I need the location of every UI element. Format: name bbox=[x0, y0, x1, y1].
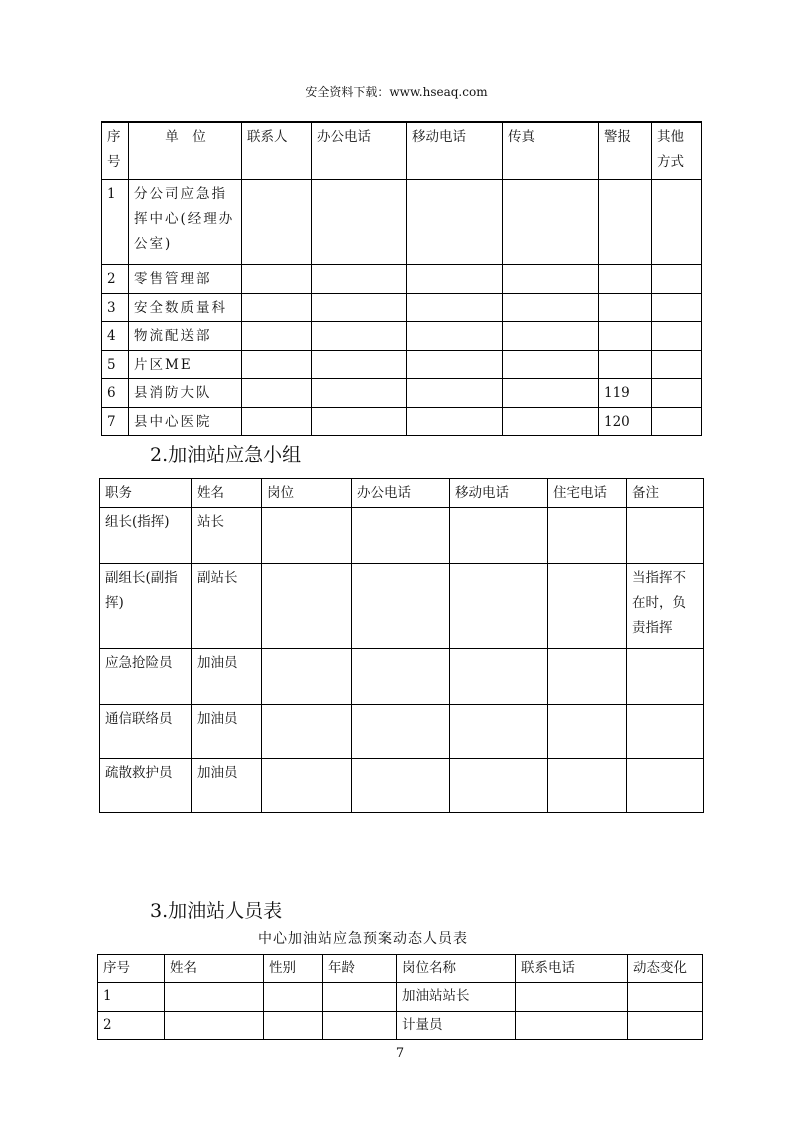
staff-table bbox=[97, 954, 703, 1040]
table-cell bbox=[242, 264, 312, 293]
header-cell: 岗位名称 bbox=[397, 955, 516, 983]
table-cell bbox=[627, 508, 704, 564]
table-cell: 加油员 bbox=[192, 649, 262, 705]
table-cell bbox=[627, 649, 704, 705]
header-cell: 序号 bbox=[98, 955, 165, 983]
table-row bbox=[102, 293, 702, 321]
table-cell bbox=[652, 293, 702, 321]
table-cell bbox=[407, 321, 503, 350]
table-cell bbox=[262, 759, 352, 813]
table-cell bbox=[264, 1012, 323, 1040]
table-cell bbox=[323, 1012, 397, 1040]
table-cell bbox=[652, 378, 702, 407]
header-cell: 姓名 bbox=[165, 955, 264, 983]
header-row bbox=[100, 479, 704, 508]
table-row bbox=[100, 705, 704, 759]
table-cell bbox=[242, 350, 312, 378]
page-number: 7 bbox=[395, 1046, 405, 1061]
table-cell bbox=[599, 350, 652, 378]
table-cell: 副组长(副指挥) bbox=[100, 564, 192, 649]
header-cell: 备注 bbox=[627, 479, 704, 508]
table-row bbox=[102, 407, 702, 435]
table-cell: 零售管理部 bbox=[129, 264, 242, 293]
table-cell bbox=[450, 649, 548, 705]
table-row bbox=[100, 564, 704, 649]
table-cell bbox=[450, 508, 548, 564]
table-cell bbox=[599, 321, 652, 350]
table-cell bbox=[407, 179, 503, 264]
table-cell bbox=[503, 407, 599, 435]
table-row bbox=[100, 508, 704, 564]
table-cell: 加油站站长 bbox=[397, 983, 516, 1012]
table-cell bbox=[503, 293, 599, 321]
header-cell: 办公电话 bbox=[312, 122, 407, 179]
table-cell bbox=[242, 293, 312, 321]
table-cell bbox=[503, 350, 599, 378]
table-cell bbox=[242, 179, 312, 264]
header-cell: 序号 bbox=[102, 122, 129, 179]
table-cell bbox=[165, 1012, 264, 1040]
table-cell: 物流配送部 bbox=[129, 321, 242, 350]
table-cell bbox=[407, 293, 503, 321]
page-header: 安全资料下载：www.hseaq.com bbox=[305, 85, 488, 99]
table-cell: 1 bbox=[98, 983, 165, 1012]
table-cell bbox=[312, 179, 407, 264]
table-row bbox=[98, 1012, 703, 1040]
header-cell: 职务 bbox=[100, 479, 192, 508]
table-cell: 120 bbox=[599, 407, 652, 435]
table-cell bbox=[312, 293, 407, 321]
table-cell: 5 bbox=[102, 350, 129, 378]
table-cell bbox=[627, 705, 704, 759]
table-cell bbox=[242, 321, 312, 350]
table-cell: 计量员 bbox=[397, 1012, 516, 1040]
emergency-contacts-table bbox=[101, 121, 702, 436]
table-cell bbox=[242, 407, 312, 435]
header-row bbox=[98, 955, 703, 983]
table-cell bbox=[516, 1012, 628, 1040]
table-cell: 站长 bbox=[192, 508, 262, 564]
table-cell bbox=[548, 564, 627, 649]
table-cell bbox=[599, 179, 652, 264]
table-cell bbox=[352, 759, 450, 813]
table-cell bbox=[352, 564, 450, 649]
table-cell bbox=[503, 321, 599, 350]
table-cell: 7 bbox=[102, 407, 129, 435]
table-cell bbox=[352, 649, 450, 705]
table-cell: 当指挥不在时，负责指挥 bbox=[627, 564, 704, 649]
table-cell: 2 bbox=[98, 1012, 165, 1040]
table-cell bbox=[242, 378, 312, 407]
table-cell: 县中心医院 bbox=[129, 407, 242, 435]
table-cell bbox=[312, 264, 407, 293]
header-cell: 动态变化 bbox=[628, 955, 703, 983]
table-cell: 6 bbox=[102, 378, 129, 407]
table-cell: 2 bbox=[102, 264, 129, 293]
header-cell: 传真 bbox=[503, 122, 599, 179]
table-row bbox=[102, 179, 702, 264]
table-cell bbox=[548, 705, 627, 759]
header-cell: 移动电话 bbox=[407, 122, 503, 179]
emergency-team-table bbox=[99, 478, 704, 813]
table-cell bbox=[503, 179, 599, 264]
table-cell: 片区ME bbox=[129, 350, 242, 378]
table-cell bbox=[503, 378, 599, 407]
table-cell: 通信联络员 bbox=[100, 705, 192, 759]
table-cell bbox=[312, 378, 407, 407]
table-cell bbox=[262, 564, 352, 649]
header-row bbox=[102, 122, 702, 179]
table-cell: 安全数质量科 bbox=[129, 293, 242, 321]
table-cell bbox=[352, 508, 450, 564]
table-cell bbox=[548, 508, 627, 564]
table-cell: 3 bbox=[102, 293, 129, 321]
header-cell: 年龄 bbox=[323, 955, 397, 983]
table-cell bbox=[262, 508, 352, 564]
table-cell bbox=[548, 759, 627, 813]
table-cell bbox=[628, 1012, 703, 1040]
table-cell bbox=[312, 350, 407, 378]
header-cell: 单 位 bbox=[129, 122, 242, 179]
table-cell bbox=[599, 293, 652, 321]
table-cell bbox=[264, 983, 323, 1012]
header-cell: 住宅电话 bbox=[548, 479, 627, 508]
header-cell: 联系人 bbox=[242, 122, 312, 179]
table-cell bbox=[652, 321, 702, 350]
table-cell bbox=[352, 705, 450, 759]
table-cell bbox=[652, 179, 702, 264]
header-cell: 其他方式 bbox=[652, 122, 702, 179]
table3-caption: 中心加油站应急预案动态人员表 bbox=[258, 931, 468, 947]
header-cell: 性别 bbox=[264, 955, 323, 983]
section-3-title: 3.加油站人员表 bbox=[150, 900, 283, 922]
table-cell: 119 bbox=[599, 378, 652, 407]
table-cell: 加油员 bbox=[192, 759, 262, 813]
table-cell bbox=[407, 407, 503, 435]
table-cell bbox=[262, 705, 352, 759]
table-cell bbox=[165, 983, 264, 1012]
table-cell bbox=[548, 649, 627, 705]
table-cell bbox=[312, 321, 407, 350]
table-cell: 组长(指挥) bbox=[100, 508, 192, 564]
table-cell bbox=[450, 705, 548, 759]
table-cell bbox=[627, 759, 704, 813]
header-cell: 岗位 bbox=[262, 479, 352, 508]
table-cell bbox=[407, 350, 503, 378]
table-cell bbox=[516, 983, 628, 1012]
table-cell bbox=[262, 649, 352, 705]
table-cell bbox=[652, 350, 702, 378]
header-cell: 警报 bbox=[599, 122, 652, 179]
table-cell: 县消防大队 bbox=[129, 378, 242, 407]
header-cell: 联系电话 bbox=[516, 955, 628, 983]
table-row bbox=[102, 321, 702, 350]
table-row bbox=[102, 264, 702, 293]
table-cell: 副站长 bbox=[192, 564, 262, 649]
table-cell: 1 bbox=[102, 179, 129, 264]
table-row bbox=[100, 759, 704, 813]
table-cell bbox=[312, 407, 407, 435]
table-cell: 分公司应急指挥中心(经理办公室) bbox=[129, 179, 242, 264]
table-cell bbox=[407, 378, 503, 407]
table-cell bbox=[323, 983, 397, 1012]
table-cell bbox=[652, 407, 702, 435]
section-2-title: 2.加油站应急小组 bbox=[150, 444, 302, 466]
header-cell: 姓名 bbox=[192, 479, 262, 508]
table-cell bbox=[599, 264, 652, 293]
table-cell: 加油员 bbox=[192, 705, 262, 759]
table-cell bbox=[652, 264, 702, 293]
table-cell bbox=[407, 264, 503, 293]
header-cell: 办公电话 bbox=[352, 479, 450, 508]
table-cell bbox=[450, 564, 548, 649]
table-cell bbox=[628, 983, 703, 1012]
table-cell: 疏散救护员 bbox=[100, 759, 192, 813]
table-row bbox=[102, 378, 702, 407]
table-cell bbox=[503, 264, 599, 293]
table-cell: 4 bbox=[102, 321, 129, 350]
table-row bbox=[100, 649, 704, 705]
header-cell: 移动电话 bbox=[450, 479, 548, 508]
table-row bbox=[102, 350, 702, 378]
table-cell bbox=[450, 759, 548, 813]
table-row bbox=[98, 983, 703, 1012]
table-cell: 应急抢险员 bbox=[100, 649, 192, 705]
